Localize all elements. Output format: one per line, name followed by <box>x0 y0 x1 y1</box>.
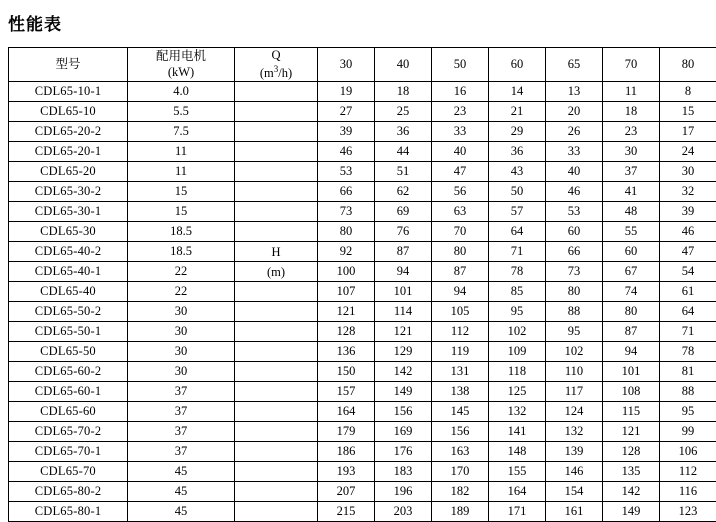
table-row <box>9 122 716 142</box>
table-row <box>9 182 716 202</box>
h-axis-spacer <box>235 482 318 502</box>
cell-head-value: 43 <box>489 162 546 182</box>
cell-head-value: 170 <box>432 462 489 482</box>
cell-head-value: 149 <box>603 502 660 522</box>
cell-power: 37 <box>128 402 235 422</box>
cell-head-value: 121 <box>603 422 660 442</box>
cell-power: 37 <box>128 382 235 402</box>
table-row <box>9 102 716 122</box>
column-header-flow-50: 50 <box>432 48 489 82</box>
h-axis-label-symbol: H <box>235 242 318 262</box>
cell-model: CDL65-50-2 <box>9 302 128 322</box>
cell-head-value: 105 <box>432 302 489 322</box>
cell-head-value: 24 <box>660 142 716 162</box>
cell-head-value: 18 <box>603 102 660 122</box>
cell-power: 11 <box>128 142 235 162</box>
h-axis-spacer <box>235 282 318 302</box>
column-header-flow-30: 30 <box>318 48 375 82</box>
cell-head-value: 102 <box>546 342 603 362</box>
cell-model: CDL65-50-1 <box>9 322 128 342</box>
table-row <box>9 202 716 222</box>
cell-head-value: 64 <box>660 302 716 322</box>
h-axis-spacer <box>235 382 318 402</box>
cell-head-value: 73 <box>318 202 375 222</box>
table-row <box>9 422 716 442</box>
cell-head-value: 102 <box>489 322 546 342</box>
q-unit-prefix: (m <box>260 66 274 80</box>
cell-head-value: 64 <box>489 222 546 242</box>
cell-head-value: 101 <box>603 362 660 382</box>
cell-power: 37 <box>128 442 235 462</box>
cell-head-value: 41 <box>603 182 660 202</box>
h-axis-spacer <box>235 142 318 162</box>
cell-head-value: 71 <box>489 242 546 262</box>
h-axis-label-unit: (m) <box>235 262 318 282</box>
cell-head-value: 54 <box>660 262 716 282</box>
table-row <box>9 442 716 462</box>
h-axis-spacer <box>235 162 318 182</box>
column-header-power-line2: (kW) <box>128 65 234 81</box>
cell-head-value: 114 <box>375 302 432 322</box>
cell-head-value: 95 <box>546 322 603 342</box>
cell-head-value: 80 <box>318 222 375 242</box>
cell-head-value: 88 <box>546 302 603 322</box>
cell-head-value: 189 <box>432 502 489 522</box>
q-unit-suffix: /h) <box>278 66 292 80</box>
h-axis-spacer <box>235 342 318 362</box>
cell-head-value: 26 <box>546 122 603 142</box>
cell-power: 30 <box>128 322 235 342</box>
table-row <box>9 502 716 522</box>
cell-head-value: 161 <box>546 502 603 522</box>
cell-head-value: 73 <box>546 262 603 282</box>
cell-head-value: 123 <box>660 502 716 522</box>
cell-power: 45 <box>128 462 235 482</box>
cell-model: CDL65-60-1 <box>9 382 128 402</box>
cell-head-value: 20 <box>546 102 603 122</box>
cell-power: 30 <box>128 302 235 322</box>
cell-head-value: 119 <box>432 342 489 362</box>
cell-model: CDL65-20 <box>9 162 128 182</box>
column-header-flow-60: 60 <box>489 48 546 82</box>
cell-head-value: 8 <box>660 82 716 102</box>
column-header-flow-q <box>235 48 318 82</box>
cell-head-value: 94 <box>603 342 660 362</box>
h-axis-spacer <box>235 222 318 242</box>
cell-model: CDL65-30 <box>9 222 128 242</box>
cell-head-value: 100 <box>318 262 375 282</box>
cell-head-value: 101 <box>375 282 432 302</box>
cell-head-value: 69 <box>375 202 432 222</box>
cell-head-value: 80 <box>432 242 489 262</box>
column-header-flow-70: 70 <box>603 48 660 82</box>
cell-head-value: 117 <box>546 382 603 402</box>
cell-head-value: 196 <box>375 482 432 502</box>
cell-head-value: 66 <box>546 242 603 262</box>
cell-head-value: 141 <box>489 422 546 442</box>
h-axis-spacer <box>235 422 318 442</box>
h-axis-spacer <box>235 182 318 202</box>
h-axis-spacer <box>235 462 318 482</box>
table-row <box>9 82 716 102</box>
cell-model: CDL65-40-2 <box>9 242 128 262</box>
h-axis-spacer <box>235 102 318 122</box>
cell-model: CDL65-60 <box>9 402 128 422</box>
h-axis-spacer <box>235 202 318 222</box>
table-row <box>9 462 716 482</box>
cell-head-value: 87 <box>603 322 660 342</box>
cell-head-value: 23 <box>432 102 489 122</box>
cell-head-value: 112 <box>432 322 489 342</box>
table-row <box>9 482 716 502</box>
cell-head-value: 203 <box>375 502 432 522</box>
cell-head-value: 57 <box>489 202 546 222</box>
cell-head-value: 92 <box>318 242 375 262</box>
cell-head-value: 39 <box>318 122 375 142</box>
table-body <box>9 82 716 522</box>
cell-head-value: 150 <box>318 362 375 382</box>
cell-power: 7.5 <box>128 122 235 142</box>
cell-head-value: 149 <box>375 382 432 402</box>
cell-power: 22 <box>128 262 235 282</box>
cell-head-value: 118 <box>489 362 546 382</box>
h-axis-spacer <box>235 122 318 142</box>
cell-model: CDL65-20-1 <box>9 142 128 162</box>
cell-model: CDL65-40 <box>9 282 128 302</box>
cell-head-value: 121 <box>318 302 375 322</box>
cell-head-value: 55 <box>603 222 660 242</box>
cell-head-value: 109 <box>489 342 546 362</box>
cell-head-value: 108 <box>603 382 660 402</box>
h-axis-spacer <box>235 442 318 462</box>
table-row <box>9 242 716 262</box>
cell-head-value: 131 <box>432 362 489 382</box>
cell-power: 4.0 <box>128 82 235 102</box>
cell-head-value: 154 <box>546 482 603 502</box>
cell-head-value: 44 <box>375 142 432 162</box>
cell-model: CDL65-70-1 <box>9 442 128 462</box>
cell-head-value: 53 <box>318 162 375 182</box>
cell-model: CDL65-10-1 <box>9 82 128 102</box>
cell-head-value: 63 <box>432 202 489 222</box>
cell-head-value: 67 <box>603 262 660 282</box>
cell-head-value: 94 <box>375 262 432 282</box>
cell-head-value: 115 <box>603 402 660 422</box>
cell-head-value: 66 <box>318 182 375 202</box>
cell-head-value: 157 <box>318 382 375 402</box>
column-header-power-line1: 配用电机 <box>128 49 234 65</box>
cell-head-value: 87 <box>375 242 432 262</box>
performance-table <box>8 47 716 522</box>
cell-power: 5.5 <box>128 102 235 122</box>
cell-head-value: 156 <box>375 402 432 422</box>
cell-head-value: 21 <box>489 102 546 122</box>
cell-head-value: 27 <box>318 102 375 122</box>
cell-head-value: 60 <box>603 242 660 262</box>
table-row <box>9 142 716 162</box>
cell-head-value: 51 <box>375 162 432 182</box>
cell-head-value: 207 <box>318 482 375 502</box>
column-header-power <box>128 48 235 82</box>
cell-model: CDL65-40-1 <box>9 262 128 282</box>
performance-table-wrapper <box>8 47 706 522</box>
cell-head-value: 128 <box>318 322 375 342</box>
cell-power: 18.5 <box>128 222 235 242</box>
cell-head-value: 163 <box>432 442 489 462</box>
cell-head-value: 182 <box>432 482 489 502</box>
cell-head-value: 176 <box>375 442 432 462</box>
cell-head-value: 32 <box>660 182 716 202</box>
cell-head-value: 171 <box>489 502 546 522</box>
cell-power: 18.5 <box>128 242 235 262</box>
table-row <box>9 402 716 422</box>
cell-model: CDL65-60-2 <box>9 362 128 382</box>
cell-power: 11 <box>128 162 235 182</box>
q-unit-exponent: 3 <box>274 64 279 74</box>
cell-head-value: 47 <box>432 162 489 182</box>
cell-head-value: 95 <box>489 302 546 322</box>
cell-head-value: 99 <box>660 422 716 442</box>
cell-head-value: 156 <box>432 422 489 442</box>
cell-head-value: 183 <box>375 462 432 482</box>
cell-head-value: 33 <box>546 142 603 162</box>
h-axis-spacer <box>235 302 318 322</box>
column-header-model: 型号 <box>9 48 128 82</box>
cell-head-value: 16 <box>432 82 489 102</box>
page-title: 性能表 <box>8 10 716 35</box>
cell-model: CDL65-50 <box>9 342 128 362</box>
cell-head-value: 14 <box>489 82 546 102</box>
cell-head-value: 146 <box>546 462 603 482</box>
cell-head-value: 85 <box>489 282 546 302</box>
cell-head-value: 215 <box>318 502 375 522</box>
cell-head-value: 11 <box>603 82 660 102</box>
cell-model: CDL65-20-2 <box>9 122 128 142</box>
cell-head-value: 142 <box>375 362 432 382</box>
cell-head-value: 193 <box>318 462 375 482</box>
cell-head-value: 121 <box>375 322 432 342</box>
cell-head-value: 106 <box>660 442 716 462</box>
cell-head-value: 37 <box>603 162 660 182</box>
h-axis-spacer <box>235 402 318 422</box>
cell-head-value: 30 <box>660 162 716 182</box>
cell-head-value: 94 <box>432 282 489 302</box>
cell-head-value: 124 <box>546 402 603 422</box>
cell-model: CDL65-10 <box>9 102 128 122</box>
cell-model: CDL65-80-2 <box>9 482 128 502</box>
cell-head-value: 29 <box>489 122 546 142</box>
cell-power: 22 <box>128 282 235 302</box>
cell-head-value: 155 <box>489 462 546 482</box>
cell-head-value: 48 <box>603 202 660 222</box>
cell-head-value: 39 <box>660 202 716 222</box>
cell-head-value: 112 <box>660 462 716 482</box>
cell-head-value: 138 <box>432 382 489 402</box>
table-row <box>9 262 716 282</box>
cell-power: 15 <box>128 202 235 222</box>
cell-head-value: 164 <box>489 482 546 502</box>
cell-power: 30 <box>128 342 235 362</box>
cell-head-value: 46 <box>660 222 716 242</box>
cell-head-value: 87 <box>432 262 489 282</box>
cell-head-value: 169 <box>375 422 432 442</box>
cell-head-value: 30 <box>603 142 660 162</box>
column-header-flow-65: 65 <box>546 48 603 82</box>
h-axis-spacer <box>235 322 318 342</box>
table-row <box>9 302 716 322</box>
cell-head-value: 50 <box>489 182 546 202</box>
cell-head-value: 129 <box>375 342 432 362</box>
table-row <box>9 322 716 342</box>
table-row <box>9 362 716 382</box>
cell-head-value: 70 <box>432 222 489 242</box>
cell-head-value: 136 <box>318 342 375 362</box>
cell-head-value: 17 <box>660 122 716 142</box>
cell-head-value: 56 <box>432 182 489 202</box>
h-axis-spacer <box>235 82 318 102</box>
table-row <box>9 342 716 362</box>
cell-head-value: 135 <box>603 462 660 482</box>
cell-head-value: 186 <box>318 442 375 462</box>
cell-power: 45 <box>128 502 235 522</box>
cell-head-value: 78 <box>489 262 546 282</box>
cell-head-value: 81 <box>660 362 716 382</box>
h-axis-spacer <box>235 362 318 382</box>
cell-model: CDL65-80-1 <box>9 502 128 522</box>
cell-power: 30 <box>128 362 235 382</box>
cell-head-value: 36 <box>489 142 546 162</box>
cell-head-value: 36 <box>375 122 432 142</box>
cell-head-value: 76 <box>375 222 432 242</box>
cell-head-value: 132 <box>546 422 603 442</box>
cell-head-value: 60 <box>546 222 603 242</box>
table-row <box>9 162 716 182</box>
cell-head-value: 107 <box>318 282 375 302</box>
cell-head-value: 95 <box>660 402 716 422</box>
cell-head-value: 46 <box>318 142 375 162</box>
h-axis-spacer <box>235 502 318 522</box>
cell-power: 37 <box>128 422 235 442</box>
table-header-row <box>9 48 716 82</box>
cell-model: CDL65-30-2 <box>9 182 128 202</box>
cell-head-value: 179 <box>318 422 375 442</box>
cell-head-value: 145 <box>432 402 489 422</box>
table-row <box>9 382 716 402</box>
cell-head-value: 23 <box>603 122 660 142</box>
cell-head-value: 110 <box>546 362 603 382</box>
cell-head-value: 74 <box>603 282 660 302</box>
cell-head-value: 25 <box>375 102 432 122</box>
cell-head-value: 61 <box>660 282 716 302</box>
cell-head-value: 71 <box>660 322 716 342</box>
cell-head-value: 33 <box>432 122 489 142</box>
cell-head-value: 46 <box>546 182 603 202</box>
cell-model: CDL65-70-2 <box>9 422 128 442</box>
cell-head-value: 19 <box>318 82 375 102</box>
cell-model: CDL65-30-1 <box>9 202 128 222</box>
cell-head-value: 80 <box>603 302 660 322</box>
cell-head-value: 139 <box>546 442 603 462</box>
cell-head-value: 142 <box>603 482 660 502</box>
cell-head-value: 164 <box>318 402 375 422</box>
cell-head-value: 62 <box>375 182 432 202</box>
cell-model: CDL65-70 <box>9 462 128 482</box>
cell-power: 15 <box>128 182 235 202</box>
cell-head-value: 80 <box>546 282 603 302</box>
cell-head-value: 148 <box>489 442 546 462</box>
cell-head-value: 18 <box>375 82 432 102</box>
cell-head-value: 13 <box>546 82 603 102</box>
cell-head-value: 53 <box>546 202 603 222</box>
cell-head-value: 116 <box>660 482 716 502</box>
cell-head-value: 88 <box>660 382 716 402</box>
table-header <box>9 48 716 82</box>
cell-head-value: 47 <box>660 242 716 262</box>
cell-head-value: 40 <box>546 162 603 182</box>
cell-head-value: 15 <box>660 102 716 122</box>
table-row <box>9 282 716 302</box>
column-header-flow-80: 80 <box>660 48 716 82</box>
cell-head-value: 128 <box>603 442 660 462</box>
column-header-q-symbol: Q <box>235 48 317 64</box>
cell-power: 45 <box>128 482 235 502</box>
column-header-flow-40: 40 <box>375 48 432 82</box>
column-header-q-unit <box>235 64 317 82</box>
cell-head-value: 78 <box>660 342 716 362</box>
table-row <box>9 222 716 242</box>
cell-head-value: 40 <box>432 142 489 162</box>
cell-head-value: 132 <box>489 402 546 422</box>
cell-head-value: 125 <box>489 382 546 402</box>
